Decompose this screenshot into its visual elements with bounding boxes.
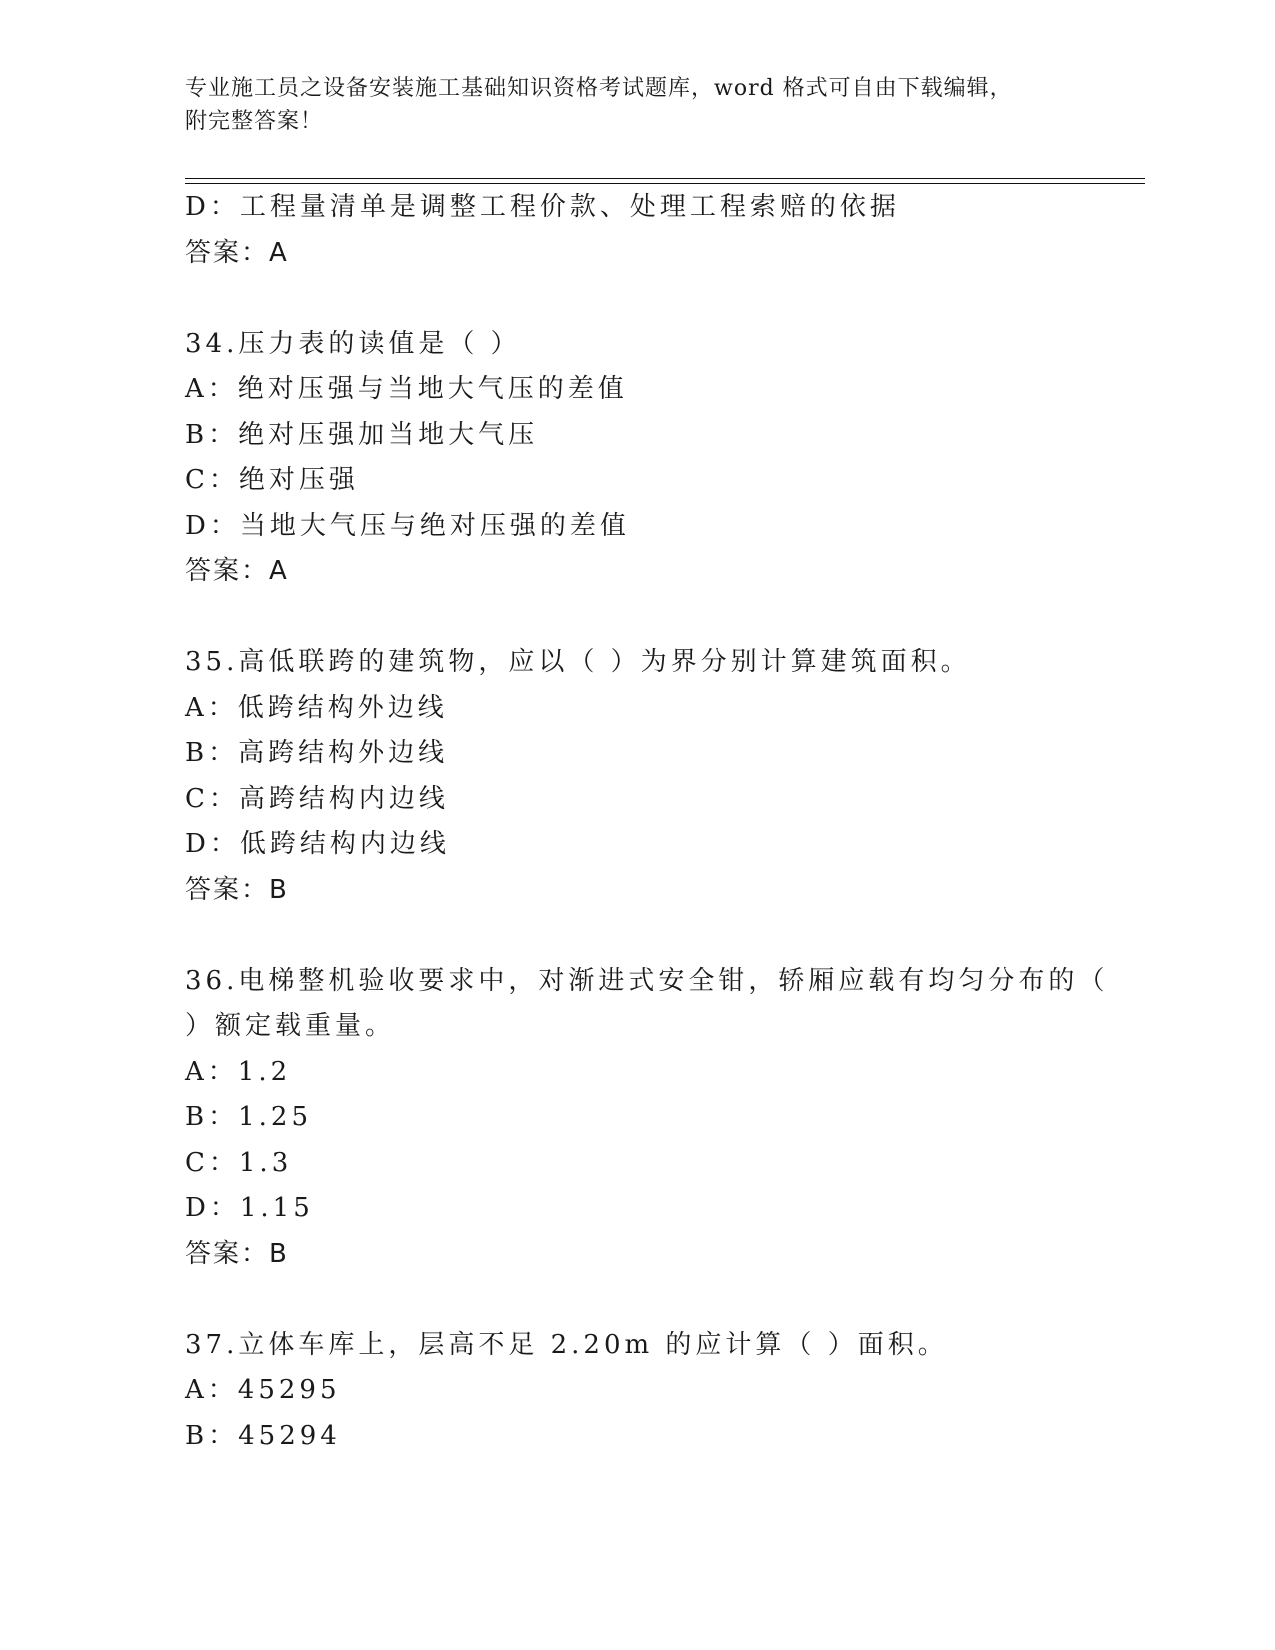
header-line-2: 附完整答案！ (185, 109, 324, 134)
question-36 (185, 959, 1109, 1278)
option-d: D：当地大气压与绝对压强的差值 (185, 510, 630, 541)
option-b: B：1.25 (185, 1102, 312, 1132)
question-stem: 34.压力表的读值是（ ） (185, 328, 521, 359)
header-divider-bottom (185, 183, 1145, 184)
option-b: B：45294 (185, 1420, 341, 1451)
option-c: C：1.3 (185, 1147, 293, 1178)
spacer (185, 595, 1085, 641)
header-line-1: 专业施工员之设备安装施工基础知识资格考试题库，word 格式可自由下载编辑， (185, 76, 1013, 101)
option-b: B：绝对压强加当地大气压 (185, 419, 539, 450)
option-d: D：低跨结构内边线 (185, 829, 450, 859)
question-stem: 35.高低联跨的建筑物，应以（ ）为界分别计算建筑面积。 (185, 647, 971, 677)
question-33-tail (185, 185, 1085, 276)
option-b: B：高跨结构外边线 (185, 738, 449, 768)
question-list (185, 185, 1109, 1459)
spacer (185, 913, 1085, 959)
option-a: A：45295 (185, 1375, 341, 1405)
option-a: A：1.2 (185, 1056, 292, 1087)
document-header (185, 72, 1085, 138)
header-divider-top (185, 178, 1145, 179)
question-37 (185, 1323, 1085, 1460)
question-stem-continued: ）额定载重量。 (185, 1011, 396, 1041)
spacer (185, 276, 1085, 322)
question-35 (185, 640, 1085, 913)
question-stem: 37.立体车库上，层高不足 2.20m 的应计算（ ）面积。 (185, 1329, 948, 1360)
answer-line: 答案：A (185, 556, 289, 586)
question-stem: 36.电梯整机验收要求中，对渐进式安全钳，轿厢应载有均匀分布的（ (185, 965, 1109, 996)
answer-line: 答案：A (185, 237, 289, 268)
answer-line: 答案：B (185, 874, 289, 905)
option-c: C：绝对压强 (185, 465, 359, 495)
answer-line: 答案：B (185, 1238, 289, 1269)
option-d: D：工程量清单是调整工程价款、处理工程索赔的依据 (185, 192, 900, 222)
question-34 (185, 322, 1085, 595)
spacer (185, 1277, 1085, 1323)
option-a: A：低跨结构外边线 (185, 692, 448, 723)
option-c: C：高跨结构内边线 (185, 783, 449, 814)
option-a: A：绝对压强与当地大气压的差值 (185, 374, 628, 404)
option-d: D：1.15 (185, 1193, 314, 1223)
